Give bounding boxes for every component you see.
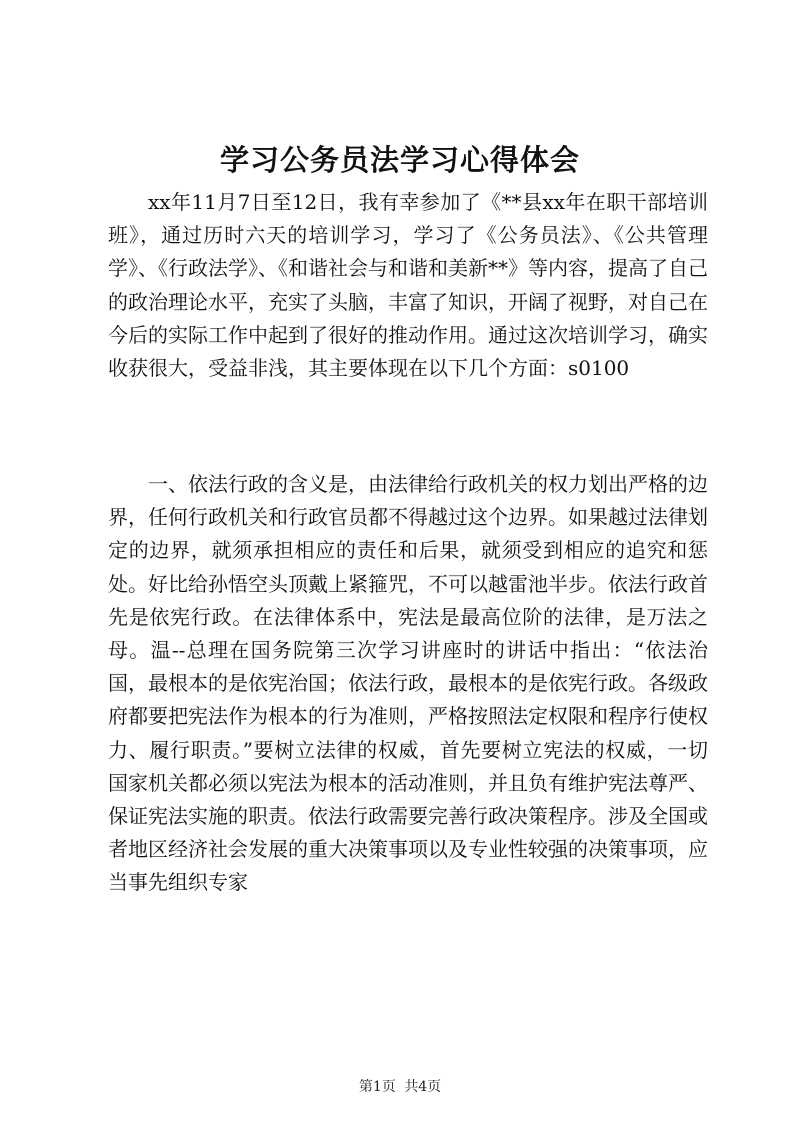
page-total: 共4页 [404,1079,442,1095]
document-title: 学习公务员法学习心得体会 [219,143,580,177]
page-footer [0,1076,800,1096]
page-number: 第1页 [358,1079,396,1095]
paragraph-intro: xx年11月7日至12日，我有幸参加了《**县xx年在职干部培训班》，通过历时六天的培训学习，学习了《公务员法》、《公共管理学》、《行政法学》、《和谐社会与和谐和美新**》等内容，提高了自己的政治理论水平，充实了头脑，丰富了知识，开阔了视野，对自己在今后的实际工作中起到了很好的推动作用。通过这次培训学习，确实收获很大，受益非浅，其主要体现在以下几个方面：s0100 [108,190,708,381]
paragraph-section-one: 一、依法行政的含义是，由法律给行政机关的权力划出严格的边界，任何行政机关和行政官员都不得越过这个边界。如果越过法律划定的边界，就须承担相应的责任和后果，就须受到相应的追究和惩处。好比给孙悟空头顶戴上紧箍咒，不可以越雷池半步。依法行政首先是依宪行政。在法律体系中，宪法是最高位阶的法律，是万法之母。温--总理在国务院第三次学习讲座时的讲话中指出：“依法治国，最根本的是依宪治国；依法行政，最根本的是依宪行政。各级政府都要把宪法作为根本的行为准则，严格按照法定权限和程序行使权力、履行职责。”要树立法律的权威，首先要树立宪法的权威，一切国家机关都必须以宪法为根本的活动准则，并且负有维护宪法尊严、保证宪法实施的职责。依法行政需要完善行政决策程序。涉及全国或者地区经济社会发展的重大决策事项以及专业性较强的决策事项，应当事先组织专家 [108,472,708,895]
